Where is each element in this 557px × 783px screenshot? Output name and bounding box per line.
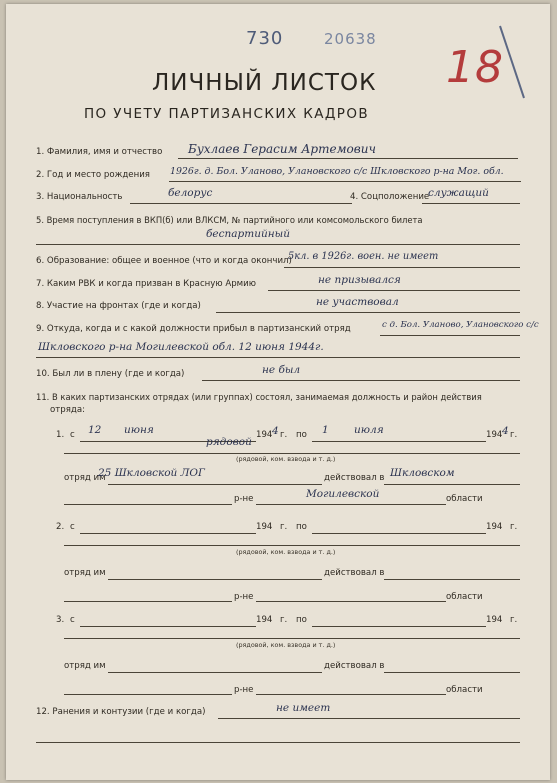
field-6-line [284,267,520,268]
entry-1-oblast-label: области [446,494,483,504]
entry-3-position-line [64,638,520,639]
field-4-line [422,203,520,204]
entry-1-raion-line-a [64,504,232,505]
field-2-line [169,181,521,182]
entry-2-from-year-prefix: 194 [256,522,273,532]
entry-3-raion-label: р-не [234,685,254,695]
page-title: ЛИЧНЫЙ ЛИСТОК [152,70,377,96]
entry-2-to-year-prefix: 194 [486,522,503,532]
field-10-line [202,380,520,381]
field-2-value: 1926г. д. Бол. Уланово, Улановского с/с Шкловского р-на Мог. обл. [170,166,504,177]
entry-2-oblast-label: области [446,592,483,602]
field-5-line [36,244,520,245]
entry-2-from-year-suffix: г. [280,522,288,532]
entry-1-from-year-prefix: 194 [256,430,273,440]
entry-2-number: 2. [56,522,65,532]
field-9-label: 9. Откуда, когда и с какой должности прибыл в партизанский отряд [36,324,351,334]
entry-1-to-month: июля [354,424,384,436]
field-1-value: Бухлаев Герасим Артемович [188,142,376,156]
entry-3-position-hint: (рядовой, ком. взвода и т. д.) [236,641,336,649]
entry-2-to-word: по [296,522,307,532]
page-subtitle: ПО УЧЕТУ ПАРТИЗАНСКИХ КАДРОВ [84,106,370,122]
field-4-value: служащий [428,187,489,199]
entry-1-unit-line [108,484,322,485]
field-10-value: не был [262,364,301,376]
field-7-label: 7. Каким РВК и когда призван в Красную Армию [36,279,256,289]
entry-2-raion-line-b [256,601,446,602]
field-11-label-cont: отряда: [50,405,85,415]
field-6-value: 5кл. в 1926г. воен. не имеет [288,251,439,262]
entry-1-to-word: по [296,430,307,440]
entry-3-to-year-prefix: 194 [486,615,503,625]
field-3-value: белорус [168,187,213,199]
entry-3-from-year-suffix: г. [280,615,288,625]
field-9-value-2: Шкловского р-на Могилевской обл. 12 июня 1944г. [38,341,324,353]
entry-1-to-line [312,441,486,442]
field-7-value: не призывался [318,274,401,286]
entry-1-unit-label: отряд им [64,473,106,483]
entry-3-number: 3. [56,615,65,625]
corner-number: 18 [446,42,504,93]
entry-1-from-day: 12 [88,424,102,436]
personal-record-sheet [6,4,550,780]
field-7-line [268,290,520,291]
field-5-label: 5. Время поступления в ВКП(б) или ВЛКСМ, № партийного или комсомольского билета [36,215,423,225]
entry-3-acted-line [384,672,520,673]
entry-1-from-month: июня [124,424,154,436]
entry-3-to-word: по [296,615,307,625]
entry-2-raion-line-a [64,601,232,602]
field-8-line [216,312,520,313]
entry-1-to-year-prefix: 194 [486,430,503,440]
entry-1-position-hint: (рядовой, ком. взвода и т. д.) [236,455,336,463]
entry-1-raion: Могилевской [306,488,380,500]
entry-2-position-hint: (рядовой, ком. взвода и т. д.) [236,548,336,556]
field-2-label: 2. Год и место рождения [36,170,150,180]
entry-2-to-line [312,533,486,534]
entry-3-from-prefix: с [70,615,75,625]
field-10-label: 10. Был ли в плену (где и когда) [36,369,185,379]
field-4-label: 4. Соцположение [350,192,430,202]
field-11-label: 11. В каких партизанских отрядах (или группах) состоял, занимаемая должность и район действия [36,392,482,402]
entry-2-to-year-suffix: г. [510,522,518,532]
field-5-value: беспартийный [206,228,290,240]
entry-2-from-line [80,533,256,534]
entry-1-to-year: 4 [502,425,509,437]
entry-3-from-year-prefix: 194 [256,615,273,625]
field-12-value: не имеет [276,702,331,714]
entry-1-acted-line [384,484,520,485]
field-8-label: 8. Участие на фронтах (где и когда) [36,301,201,311]
field-9-line-1 [380,335,520,336]
archive-number-right: 20638 [324,30,377,48]
entry-3-to-line [312,626,486,627]
entry-1-to-day: 1 [322,424,329,436]
entry-3-to-year-suffix: г. [510,615,518,625]
entry-2-raion-label: р-не [234,592,254,602]
field-1-line [178,158,518,159]
entry-1-position: рядовой [206,436,252,448]
entry-2-position-line [64,545,520,546]
entry-1-acted-label: действовал в [324,473,385,483]
field-12-label: 12. Ранения и контузии (где и когда) [36,707,206,717]
field-9-value-1: с д. Бол. Уланово, Улановского с/с [382,320,539,330]
entry-1-position-line [64,453,520,454]
field-3-label: 3. Национальность [36,192,123,202]
field-6-label: 6. Образование: общее и военное (что и когда окончил) [36,256,292,266]
entry-3-from-line [80,626,256,627]
entry-1-to-year-suffix: г. [510,430,518,440]
entry-1-from-prefix: с [70,430,75,440]
entry-3-oblast-label: области [446,685,483,695]
entry-2-unit-label: отряд им [64,568,106,578]
entry-2-acted-label: действовал в [324,568,385,578]
field-9-line-2 [36,357,520,358]
entry-1-from-year: 4 [272,425,279,437]
entry-1-raion-label: р-не [234,494,254,504]
pencil-slash-mark [494,22,534,102]
trailing-line [36,742,520,743]
entry-1-acted-in: Шкловском [390,467,455,479]
entry-3-unit-label: отряд им [64,661,106,671]
field-3-line [130,203,352,204]
entry-3-acted-label: действовал в [324,661,385,671]
entry-1-number: 1. [56,430,65,440]
entry-3-raion-line-b [256,694,446,695]
field-1-label: 1. Фамилия, имя и отчество [36,147,163,157]
archive-number-left: 730 [246,28,284,49]
field-8-value: не участвовал [316,296,399,308]
entry-2-from-prefix: с [70,522,75,532]
entry-3-unit-line [108,672,322,673]
entry-1-raion-line-b [256,504,446,505]
entry-2-acted-line [384,579,520,580]
entry-2-unit-line [108,579,322,580]
entry-1-from-year-suffix: г. [280,430,288,440]
field-12-line [218,718,520,719]
entry-3-raion-line-a [64,694,232,695]
entry-1-unit: 25 Шкловской ЛОГ [98,467,205,479]
